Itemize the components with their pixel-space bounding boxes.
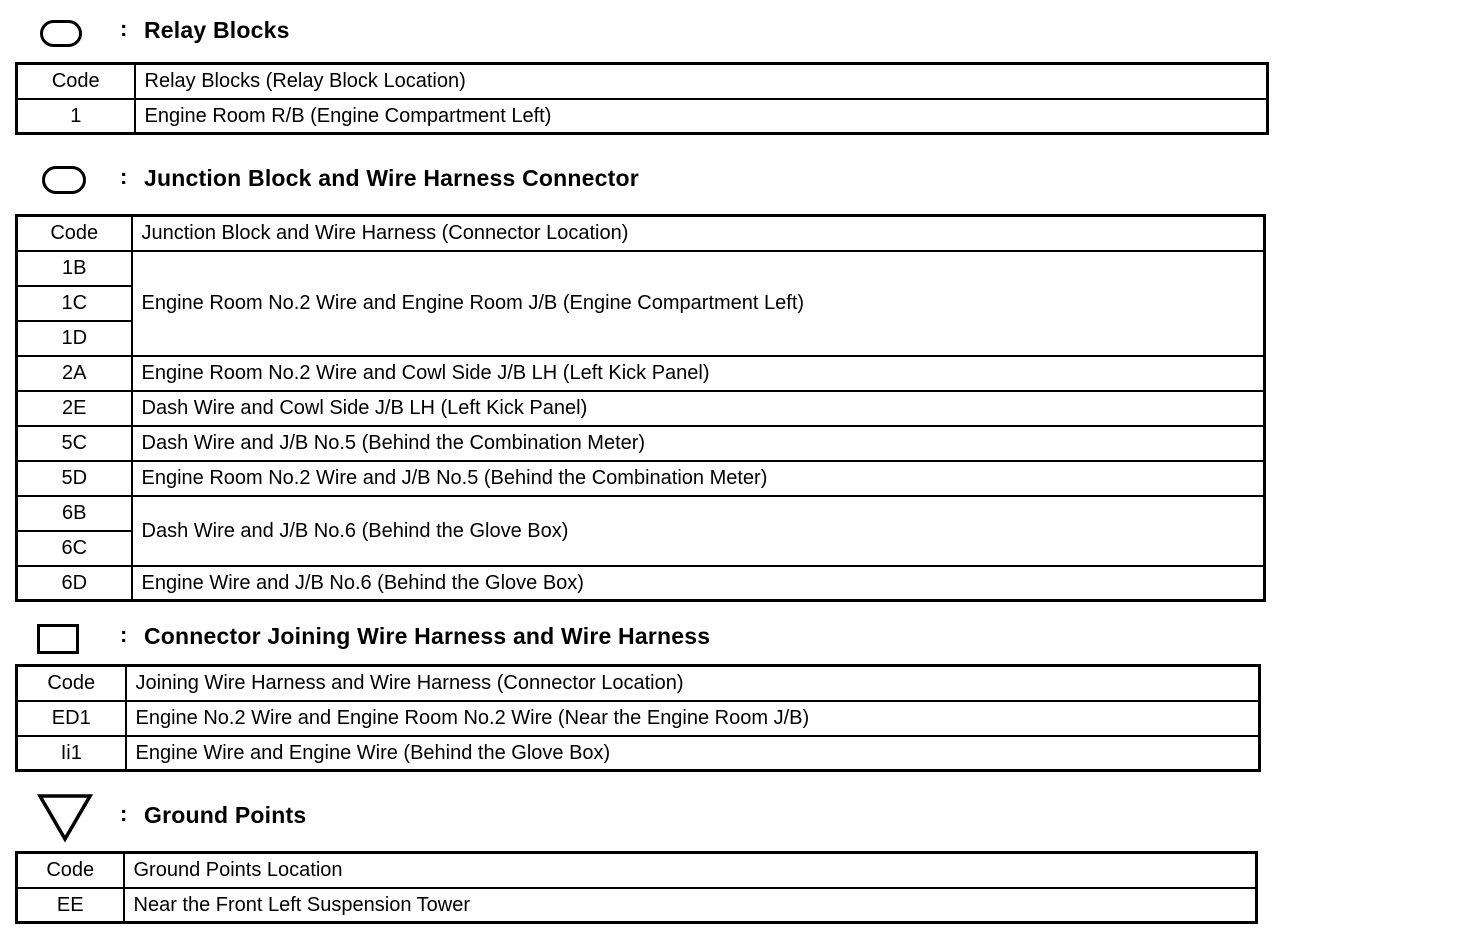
location-cell: Engine Wire and J/B No.6 (Behind the Glove Box) [132, 566, 1265, 601]
section-title: Ground Points [144, 802, 307, 828]
square-icon [37, 624, 79, 654]
relay-blocks-table [15, 62, 1269, 135]
table-row [17, 391, 1265, 426]
code-cell: 2E [17, 391, 132, 426]
location-cell: Dash Wire and J/B No.5 (Behind the Combination Meter) [132, 426, 1265, 461]
code-cell: 1 [17, 99, 135, 134]
table-row [17, 566, 1265, 601]
code-header: Code [17, 64, 135, 99]
rounded-rectangle-icon [40, 20, 82, 47]
code-cell: 6B [17, 496, 132, 531]
location-header: Joining Wire Harness and Wire Harness (Connector Location) [126, 666, 1260, 701]
code-header: Code [17, 216, 132, 251]
triangle-icon [37, 793, 93, 843]
table-header-row [17, 853, 1257, 888]
heading-colon: : [120, 16, 128, 41]
code-cell: 6D [17, 566, 132, 601]
section-title: Relay Blocks [144, 17, 290, 43]
code-cell: 2A [17, 356, 132, 391]
code-header: Code [17, 853, 124, 888]
table-header-row [17, 666, 1260, 701]
table-row [17, 99, 1268, 134]
heading-colon: : [120, 801, 128, 826]
table-header-row [17, 64, 1268, 99]
code-cell: 6C [17, 531, 132, 566]
table-row [17, 496, 1265, 531]
heading-colon: : [120, 622, 128, 647]
location-cell: Engine Room R/B (Engine Compartment Left) [135, 99, 1268, 134]
code-cell: 1B [17, 251, 132, 286]
table-row [17, 356, 1265, 391]
table-row [17, 251, 1265, 286]
table-row [17, 736, 1260, 771]
table-row [17, 701, 1260, 736]
location-cell: Engine Room No.2 Wire and J/B No.5 (Behind the Combination Meter) [132, 461, 1265, 496]
section-title: Junction Block and Wire Harness Connector [144, 165, 639, 191]
table-row [17, 426, 1265, 461]
code-cell: 1D [17, 321, 132, 356]
location-cell: Engine Room No.2 Wire and Engine Room J/B (Engine Compartment Left) [132, 251, 1265, 356]
junction-block-table [15, 214, 1266, 602]
code-cell: 5D [17, 461, 132, 496]
heading-colon: : [120, 164, 128, 189]
location-cell: Near the Front Left Suspension Tower [124, 888, 1257, 923]
location-header: Junction Block and Wire Harness (Connector Location) [132, 216, 1265, 251]
location-cell: Engine Wire and Engine Wire (Behind the Glove Box) [126, 736, 1260, 771]
section-title: Connector Joining Wire Harness and Wire Harness [144, 623, 711, 649]
location-cell: Dash Wire and Cowl Side J/B LH (Left Kick Panel) [132, 391, 1265, 426]
location-header: Relay Blocks (Relay Block Location) [135, 64, 1268, 99]
ground-points-table [15, 851, 1258, 924]
connector-joining-table [15, 664, 1261, 772]
table-row [17, 888, 1257, 923]
location-cell: Dash Wire and J/B No.6 (Behind the Glove Box) [132, 496, 1265, 566]
location-cell: Engine No.2 Wire and Engine Room No.2 Wire (Near the Engine Room J/B) [126, 701, 1260, 736]
table-row [17, 461, 1265, 496]
location-header: Ground Points Location [124, 853, 1257, 888]
code-header: Code [17, 666, 126, 701]
oval-icon [42, 166, 86, 194]
code-cell: 5C [17, 426, 132, 461]
code-cell: Ii1 [17, 736, 126, 771]
code-cell: EE [17, 888, 124, 923]
location-cell: Engine Room No.2 Wire and Cowl Side J/B LH (Left Kick Panel) [132, 356, 1265, 391]
code-cell: ED1 [17, 701, 126, 736]
table-header-row [17, 216, 1265, 251]
code-cell: 1C [17, 286, 132, 321]
